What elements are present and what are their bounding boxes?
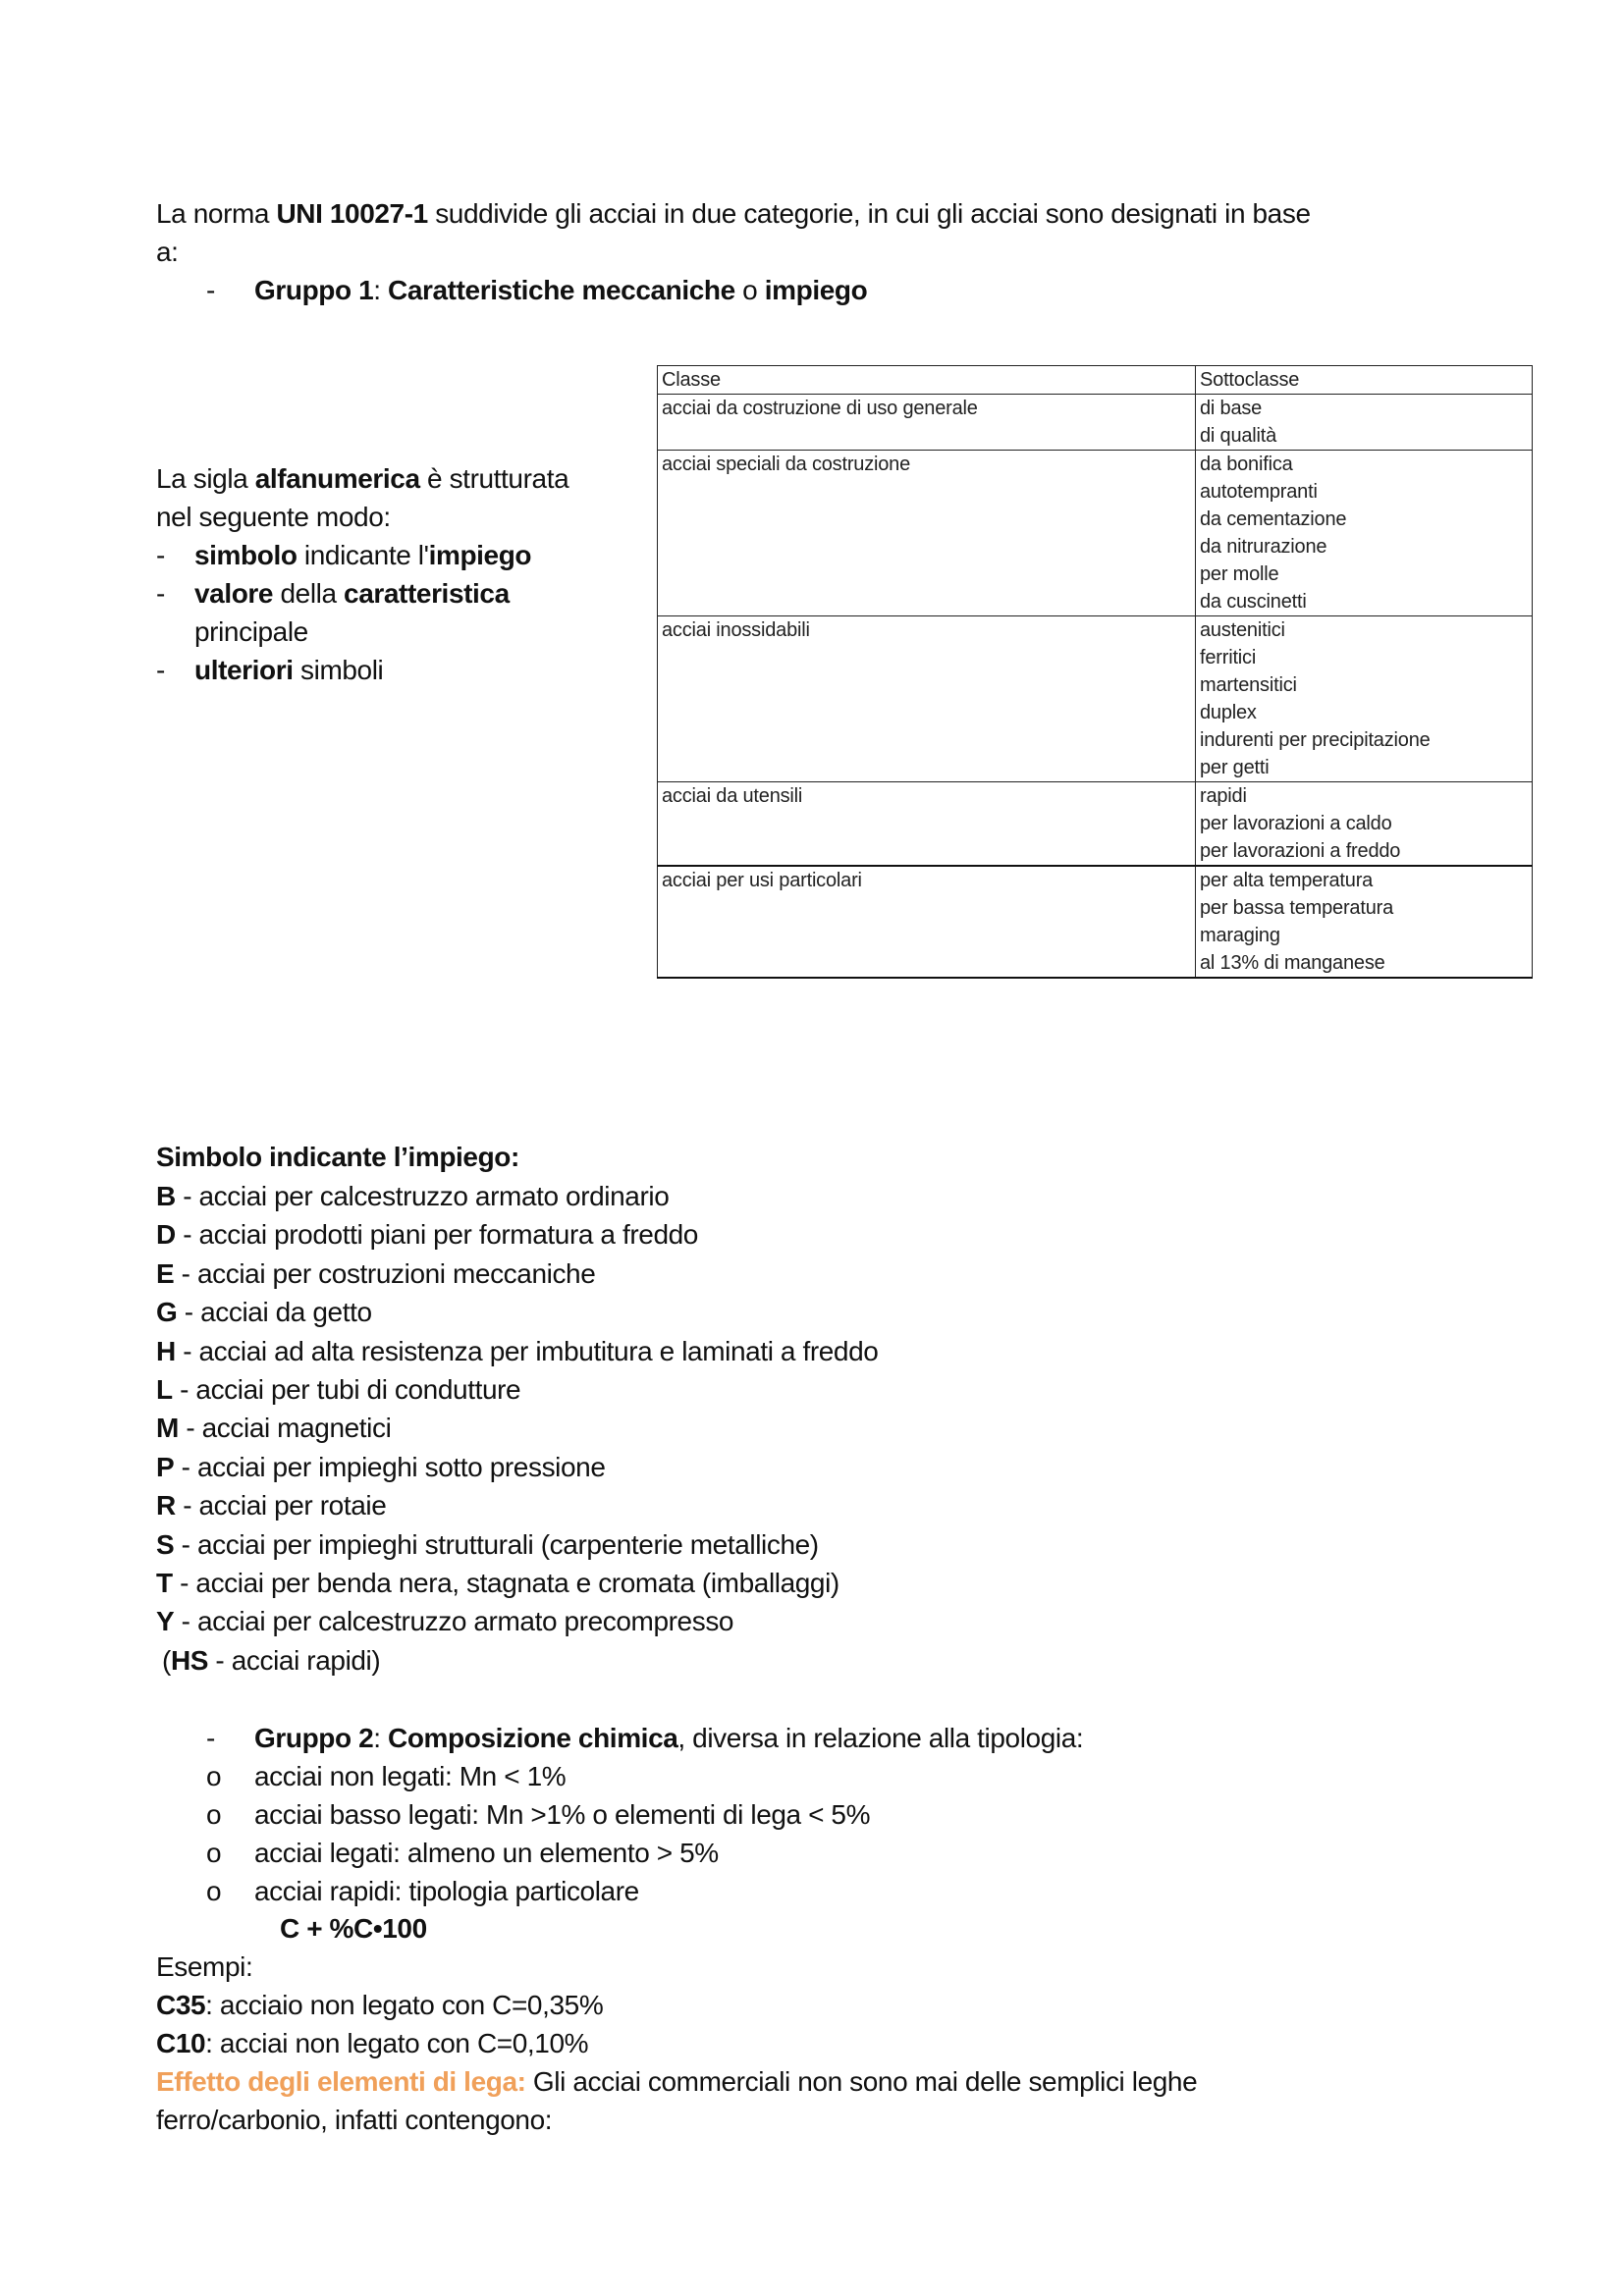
text-run: suddivide gli acciai in due categorie, in cui gli acciai sono designati in base [427,198,1311,229]
cell-sottoclasse [1196,616,1533,782]
heading-text: Simbolo indicante l’impiego: [156,1142,519,1172]
simbolo-desc: - acciai rapidi) [208,1645,381,1676]
circle-bullet: o [206,1838,222,1868]
simbolo-desc: - acciai per impieghi strutturali (carpenterie metalliche) [174,1528,819,1560]
sottoclasse-label: duplex [1200,702,1257,723]
bold-text: alfanumerica [254,463,420,494]
gruppo1-heading [254,272,867,309]
effetto-text: Gli acciai commerciali non sono mai delle semplici leghe [525,2066,1198,2097]
cell-classe [658,451,1196,616]
simbolo-item [156,1333,878,1370]
sottoclasse-label: da nitrurazione [1200,536,1327,558]
table-row [658,616,1533,782]
simbolo-desc: - acciai ad alta resistenza per imbutitura e laminati a freddo [175,1335,879,1366]
simbolo-code: B [156,1181,176,1211]
sottoclasse-label: maraging [1200,925,1280,946]
cell-sottoclasse [1196,782,1533,867]
header-label: Classe [662,369,721,391]
bold-text: UNI 10027-1 [276,198,428,229]
dash-bullet: - [156,655,166,685]
dash-bullet: - [156,540,166,570]
effetto-paragraph [156,2063,1197,2101]
simbolo-item [156,1216,698,1254]
classification-table [657,365,1533,979]
simbolo-item [156,1565,839,1602]
simbolo-item [156,1294,372,1331]
sottoclasse-label: martensitici [1200,674,1297,696]
composizione-item: acciai rapidi: tipologia particolare [254,1876,639,1906]
simbolo-desc: - acciai da getto [177,1297,372,1328]
gruppo2-rest: , diversa in relazione alla tipologia: [677,1723,1084,1753]
header-sottoclasse [1196,366,1533,395]
composizione-item: acciai non legati: Mn < 1% [254,1761,567,1791]
simbolo-desc: - acciai magnetici [178,1413,392,1444]
dash-bullet: - [206,275,216,305]
sottoclasse-label: per lavorazioni a caldo [1200,813,1392,834]
esempio-desc: : acciai non legato con C=0,10% [205,2028,589,2058]
intro-line [156,234,179,271]
simbolo-code: P [156,1451,175,1482]
sigla-item [194,652,383,689]
effetto-title: Effetto degli elementi di lega: [156,2066,526,2097]
sottoclasse-label: indurenti per precipitazione [1200,729,1431,751]
sigla-item-cont [194,614,308,651]
bold-text: caratteristica [344,578,510,609]
simbolo-hs [162,1642,380,1680]
sottoclasse-label: per lavorazioni a freddo [1200,840,1401,862]
text-run: : [373,275,389,305]
cell-sottoclasse [1196,866,1533,978]
classe-label: acciai da utensili [662,785,803,807]
effetto-paragraph-cont: ferro/carbonio, infatti contengono: [156,2105,553,2135]
table-row [658,782,1533,867]
header-classe [658,366,1196,395]
sottoclasse-label: ferritici [1200,647,1257,668]
cell-classe [658,616,1196,782]
simbolo-item [156,1603,733,1640]
text-run: della [273,578,345,609]
formula [280,1910,427,1948]
bold-text: simbolo [194,540,298,570]
cell-sottoclasse [1196,395,1533,451]
simbolo-code: R [156,1490,176,1522]
simbolo-item [156,1410,391,1447]
sottoclasse-label: per alta temperatura [1200,870,1374,891]
paren: ( [162,1645,171,1676]
text-run: o [734,275,765,305]
text-run: nel seguente modo: [156,502,391,532]
circle-bullet: o [206,1761,222,1791]
bold-text: Caratteristiche meccaniche [388,275,735,305]
dash-bullet: - [156,578,166,609]
gruppo2-heading [254,1720,1083,1757]
gruppo2-title: Gruppo 2 [254,1723,374,1753]
cell-classe [658,866,1196,978]
sigla-line [156,460,568,498]
simbolo-desc: - acciai per impieghi sotto pressione [174,1451,606,1482]
bold-text: impiego [428,540,532,570]
bold-text: impiego [764,275,868,305]
classe-label: acciai da costruzione di uso generale [662,398,978,419]
sottoclasse-label: austenitici [1200,619,1285,641]
simbolo-code: G [156,1297,178,1328]
simbolo-item [156,1487,386,1524]
gruppo2-subtitle: Composizione chimica [388,1723,678,1753]
simbolo-item [156,1255,595,1293]
circle-bullet: o [206,1876,222,1906]
simbolo-desc: - acciai per benda nera, stagnata e cromata (imballaggi) [172,1568,839,1598]
simbolo-code: E [156,1257,175,1289]
sottoclasse-label: rapidi [1200,785,1247,807]
text-run: è strutturata [419,463,569,494]
esempio-code: C10 [156,2028,206,2058]
sottoclasse-label: per bassa temperatura [1200,897,1394,919]
simbolo-code: H [156,1335,176,1366]
classe-label: acciai per usi particolari [662,870,862,891]
simbolo-item [156,1526,819,1564]
esempio-desc: : acciaio non legato con C=0,35% [205,1990,604,2020]
intro-line [156,195,1311,233]
esempi-label: Esempi: [156,1951,253,1982]
esempio-code: C35 [156,1990,206,2020]
simbolo-desc: - acciai per calcestruzzo armato ordinario [175,1181,670,1211]
sigla-item [194,575,510,613]
simboli-heading [156,1139,519,1176]
simbolo-item [156,1449,606,1486]
circle-bullet: o [206,1799,222,1830]
table-row [658,395,1533,451]
sottoclasse-label: da cuscinetti [1200,591,1307,613]
sottoclasse-label: da cementazione [1200,508,1347,530]
composizione-item: acciai basso legati: Mn >1% o elementi di lega < 5% [254,1799,871,1830]
sottoclasse-label: da bonifica [1200,454,1293,475]
text-run: a: [156,237,179,267]
text-run: La norma [156,198,277,229]
simbolo-item [156,1371,520,1409]
sigla-line [156,499,391,536]
sottoclasse-label: autotempranti [1200,481,1318,503]
sep: : [373,1723,389,1753]
simbolo-item [156,1178,669,1215]
classe-label: acciai inossidabili [662,619,810,641]
sottoclasse-label: di base [1200,398,1263,419]
simbolo-code: S [156,1528,175,1560]
table-row [658,866,1533,978]
esempio-item [156,1987,603,2024]
simbolo-code: M [156,1413,179,1444]
esempio-item [156,2025,588,2062]
bold-text: valore [194,578,274,609]
formula-text: C + %C•100 [280,1913,427,1944]
table-row [658,451,1533,616]
dash-bullet: - [206,1723,216,1753]
composizione-item: acciai legati: almeno un elemento > 5% [254,1838,719,1868]
sottoclasse-label: per molle [1200,563,1279,585]
text-run: La sigla [156,463,255,494]
simbolo-desc: - acciai per tubi di condutture [172,1374,521,1405]
simbolo-code: Y [156,1606,175,1637]
simbolo-desc: - acciai prodotti piani per formatura a freddo [175,1219,698,1251]
simbolo-code: D [156,1219,176,1251]
text-run: principale [194,616,308,647]
simbolo-code: T [156,1568,173,1598]
simbolo-desc: - acciai per rotaie [175,1490,387,1522]
sigla-item [194,537,531,574]
cell-sottoclasse [1196,451,1533,616]
sottoclasse-label: al 13% di manganese [1200,952,1385,974]
simbolo-desc: - acciai per costruzioni meccaniche [174,1257,596,1289]
text-run: indicante l' [297,540,429,570]
cell-classe [658,782,1196,867]
text-run: simboli [293,655,384,685]
header-label: Sottoclasse [1200,369,1300,391]
bold-text: ulteriori [194,655,294,685]
simbolo-desc: - acciai per calcestruzzo armato precompresso [174,1606,734,1637]
simbolo-code: HS [170,1645,209,1676]
sottoclasse-label: di qualità [1200,425,1277,447]
bold-text: Gruppo 1 [254,275,374,305]
classe-label: acciai speciali da costruzione [662,454,911,475]
simbolo-code: L [156,1374,173,1405]
table-header-row [658,366,1533,395]
sottoclasse-label: per getti [1200,757,1270,778]
cell-classe [658,395,1196,451]
